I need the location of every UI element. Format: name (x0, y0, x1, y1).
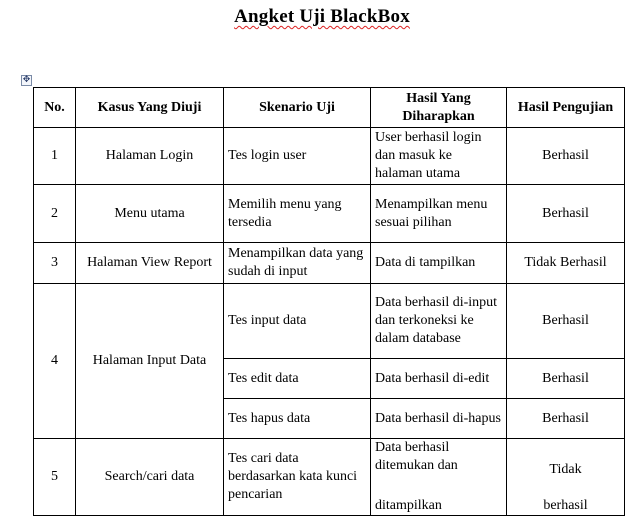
table-row (34, 439, 625, 516)
cell-hasil-bottom: berhasil (543, 498, 588, 513)
cell-skenario: Tes hapus data (224, 399, 371, 439)
cell-skenario: Memilih menu yang tersedia (224, 185, 371, 243)
cell-skenario: Tes input data (224, 284, 371, 359)
header-kasus: Kasus Yang Diuji (76, 88, 224, 128)
cell-kasus: Halaman View Report (76, 243, 224, 284)
cell-no: 5 (34, 439, 76, 516)
cell-kasus: Menu utama (76, 185, 224, 243)
cell-kasus: Search/cari data (76, 439, 224, 516)
table-move-handle-icon[interactable]: ✥ (22, 75, 31, 85)
cell-hasil (507, 439, 625, 516)
cell-hasil: Berhasil (507, 185, 625, 243)
cell-harapan: User berhasil login dan masuk ke halaman utama (371, 128, 507, 185)
table-row (34, 284, 625, 359)
cell-skenario: Tes edit data (224, 359, 371, 399)
cell-no: 2 (34, 185, 76, 243)
cell-no: 3 (34, 243, 76, 284)
cell-harapan (371, 439, 507, 516)
cell-hasil: Berhasil (507, 399, 625, 439)
cell-no: 1 (34, 128, 76, 185)
blackbox-test-table (33, 87, 625, 516)
table-row (34, 185, 625, 243)
cell-harapan: Data di tampilkan (371, 243, 507, 284)
cell-harapan: Data berhasil di-input dan terkoneksi ke dalam database (371, 284, 507, 359)
cell-hasil: Berhasil (507, 284, 625, 359)
cell-harapan-top: Data berhasil ditemukan dan (375, 440, 458, 473)
header-harapan: Hasil Yang Diharapkan (371, 88, 507, 128)
cell-harapan-bottom: ditampilkan (375, 498, 442, 513)
cell-hasil: Tidak Berhasil (507, 243, 625, 284)
cell-skenario: Tes login user (224, 128, 371, 185)
cell-skenario: Menampilkan data yang sudah di input (224, 243, 371, 284)
cell-harapan: Data berhasil di-hapus (371, 399, 507, 439)
header-hasil: Hasil Pengujian (507, 88, 625, 128)
document-title: Angket Uji BlackBox (234, 6, 410, 27)
cell-hasil-top: Tidak (549, 462, 582, 477)
table-row (34, 128, 625, 185)
header-skenario: Skenario Uji (224, 88, 371, 128)
cell-kasus: Halaman Login (76, 128, 224, 185)
cell-harapan: Data berhasil di-edit (371, 359, 507, 399)
table-row (34, 243, 625, 284)
cell-hasil: Berhasil (507, 359, 625, 399)
header-no: No. (34, 88, 76, 128)
cell-kasus: Halaman Input Data (76, 284, 224, 439)
cell-skenario: Tes cari data berdasarkan kata kunci pencarian (224, 439, 371, 516)
table-header-row (34, 88, 625, 128)
cell-harapan: Menampilkan menu sesuai pilihan (371, 185, 507, 243)
cell-no: 4 (34, 284, 76, 439)
cell-hasil: Berhasil (507, 128, 625, 185)
